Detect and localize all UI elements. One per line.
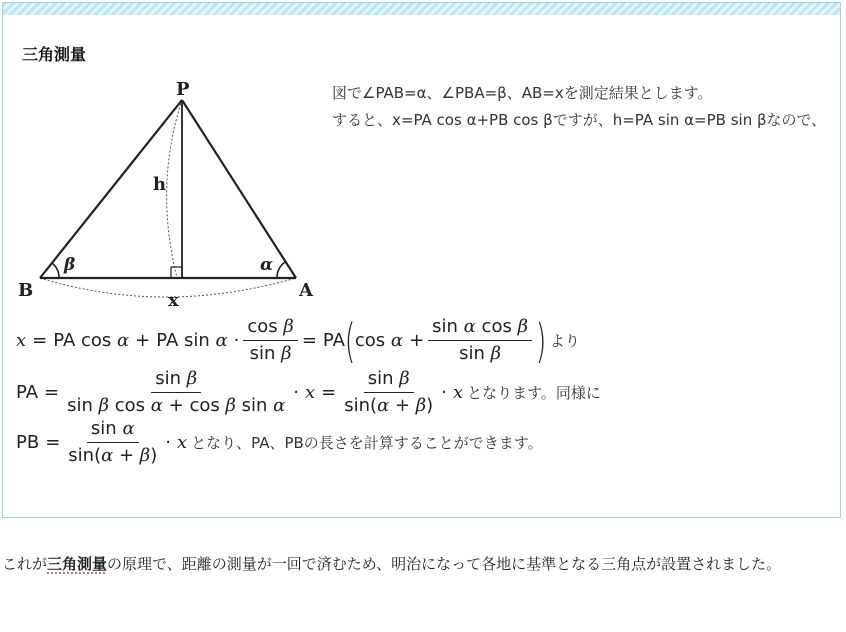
label-alpha: α [260,255,274,275]
beta-angle-arc [52,263,59,278]
body-paragraph [2,549,842,579]
body-text-pre: これが [2,555,48,573]
label-beta: β [64,255,76,275]
box-header-stripe [3,3,840,15]
label-a: A [299,280,313,301]
label-p: P [176,79,190,100]
intro-line-2: すると、x=PA cos α+PB cos βですが、h=PA sin α=PB sin βなので、 [332,111,827,129]
h-arc-dashed [167,100,182,278]
label-h: h [153,174,167,195]
box-title: 三角測量 [22,45,87,64]
right-angle-mark [171,267,182,278]
equation-2-suffix: となります。同様に [467,384,601,402]
label-b: B [18,280,34,301]
equation-3: PB = $\frac{\text{sin α}}{\sin(\alpha + \beta)}$ · x となり、PA、PBの長さを計算することができます。 [16,418,543,466]
equation-1: x = PA cos α + PA sin α · $\frac{\text{cos β}}{\text{sin β}}$ = PA ( cos α + $\frac{\text{sin α cos β}}{\text{sin β}}$ ) より [16,313,580,368]
equation-3-suffix: となり、PA、PBの長さを計算することができます。 [191,434,543,452]
equation-1-suffix: より [549,332,580,350]
label-x: x [168,290,179,311]
body-text-post: の原理で、距離の測量が一回で済むため、明治になって各地に基準となる三角点が設置されました。 [107,555,782,573]
intro-line-1: 図で∠PAB=α、∠PBA=β、AB=xを測定結果とします。 [332,84,713,102]
triangle-diagram [14,76,324,311]
side-pa [182,100,296,278]
intro-text [332,80,832,134]
alpha-angle-arc [277,262,285,278]
equation-2: PA = $\frac{\text{sin β}}{\text{sin β cos α + cos β sin α}}$ · x = $\frac{\text{sin β}}{\sin(\alpha + \beta)}$ · x となります。同様に [16,368,601,416]
keyword-link[interactable]: 三角測量 [47,555,108,573]
